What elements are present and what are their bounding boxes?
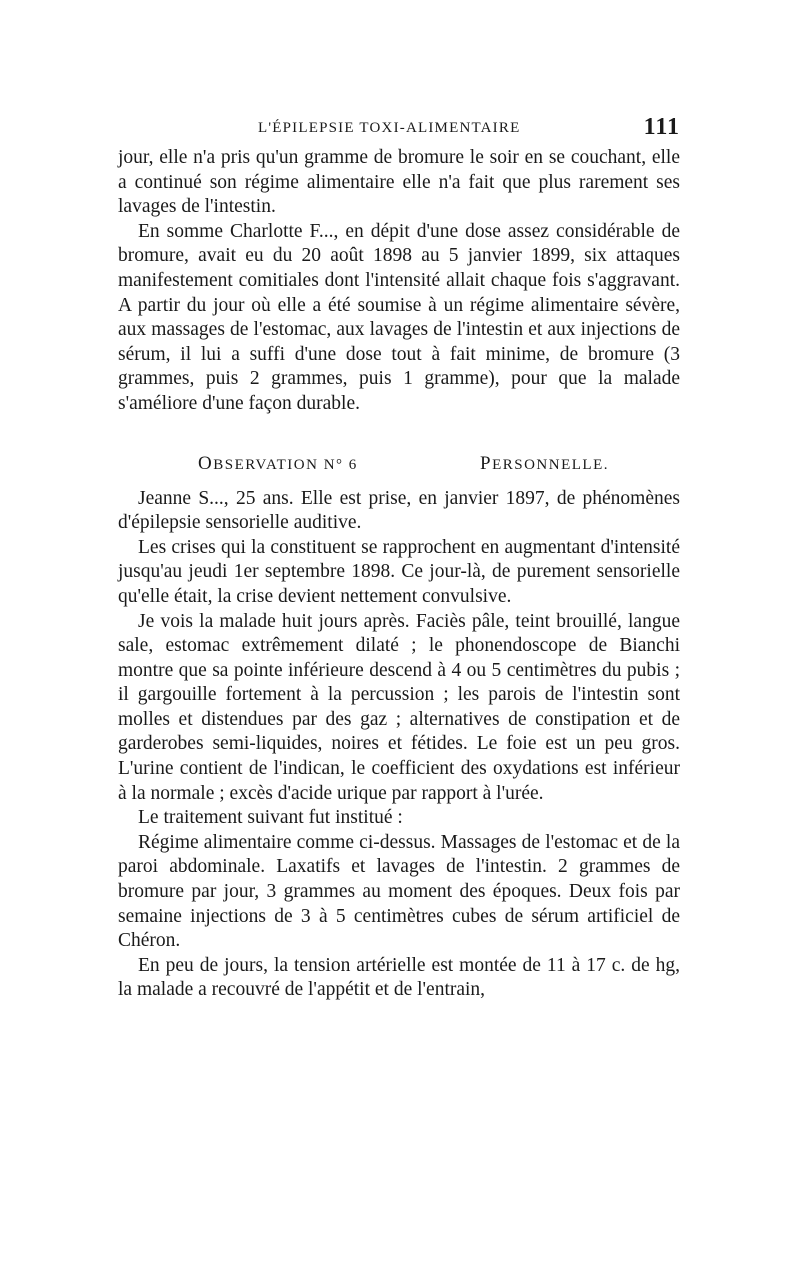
paragraph: jour, elle n'a pris qu'un gramme de bromure le soir en se couchant, elle a continué son régime alimentaire elle n'a fait que plus rarement ses lavages de l'intestin. [118,147,680,218]
running-head [118,112,680,146]
observation-author: PERSONNELLE. [480,452,609,474]
paragraph: En peu de jours, la tension artérielle est montée de 11 à 17 c. de hg, la malade a recouvré de l'appétit et de l'entrain, [118,954,680,1001]
observation-title: OBSERVATION N° 6 [198,452,358,474]
paragraph: Le traitement suivant fut institué : [138,807,403,829]
paragraph: En somme Charlotte F..., en dépit d'une dose assez considérable de bromure, avait eu du 20 août 1898 au 5 janvier 1899, six attaques manifestement comitiales dont l'intensité allait chaque fois s'aggravant. A partir du jour où elle a été soumise à un régime alimentaire sévère, aux massages de l'estomac, aux lavages de l'intestin et aux injections de sérum, il lui a suffi d'une dose tout à fait minime, de bromure (3 grammes, puis 2 grammes, puis 1 gramme), pour que la malade s'améliore d'une façon durable. [118,220,680,414]
paragraph: Je vois la malade huit jours après. Faciès pâle, teint brouillé, langue sale, estomac extrêmement dilaté ; le phonendoscope de Bianchi montre que sa pointe inférieure descend à 4 ou 5 centimètres du pubis ; il gargouille fortement à la percussion ; les parois de l'intestin sont molles et distendues par des gaz ; alternatives de constipation et de garderobes semi-liquides, noires et fétides. Le foie est un peu gros. L'urine contient de l'indican, le coefficient des oxydations est inférieur à la normale ; excès d'acide urique par rapport à l'urée. [118,610,680,804]
paragraph: Jeanne S..., 25 ans. Elle est prise, en janvier 1897, de phénomènes d'épilepsie sensorielle auditive. [118,487,680,534]
running-title: L'ÉPILEPSIE TOXI-ALIMENTAIRE [258,120,521,136]
observation-heading [118,445,680,475]
paragraph: Les crises qui la constituent se rapprochent en augmentant d'intensité jusqu'au jeudi 1er septembre 1898. Ce jour-là, de purement sensorielle qu'elle était, la crise devient nettement convulsive. [118,536,680,607]
book-page [118,112,680,1003]
paragraph: Régime alimentaire comme ci-dessus. Massages de l'estomac et de la paroi abdominale. Laxatifs et lavages de l'intestin. 2 grammes de bromure par jour, 3 grammes au moment des époques. Deux fois par semaine injections de 3 à 5 centimètres cubes de sérum artificiel de Chéron. [118,831,680,952]
page-number: 111 [643,114,680,140]
